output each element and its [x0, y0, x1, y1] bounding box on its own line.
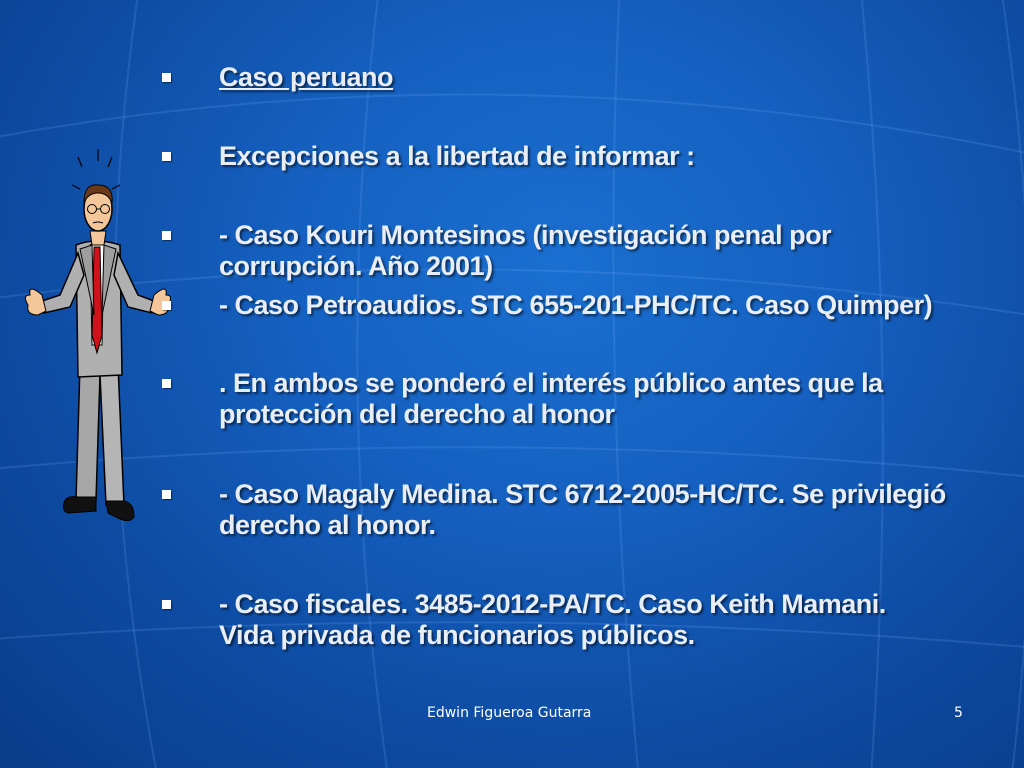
motion-line: [108, 157, 112, 167]
footer-author: Edwin Figueroa Gutarra: [427, 705, 592, 721]
bullet-item: [160, 141, 1000, 172]
square-bullet-icon: [162, 600, 171, 609]
bullet-item: [160, 62, 1000, 93]
bullet-item: [160, 479, 1000, 541]
slide-number: 5: [954, 705, 963, 721]
square-bullet-icon: [162, 152, 171, 161]
bullet-item: [160, 589, 1000, 651]
neck: [90, 231, 106, 245]
bullet-item: [160, 368, 1000, 430]
right-leg: [100, 365, 124, 505]
square-bullet-icon: [162, 231, 171, 240]
square-bullet-icon: [162, 73, 171, 82]
right-shoe: [106, 501, 134, 521]
left-leg: [76, 365, 100, 500]
shrugging-man-illustration: [20, 145, 180, 535]
bullet-item: [160, 290, 1000, 321]
motion-line: [72, 185, 80, 189]
bullet-item: [160, 220, 1000, 282]
bullet-text: - Caso fiscales. 3485-2012-PA/TC. Caso Keith Mamani. Vida privada de funcionarios públicos.: [219, 589, 886, 650]
bullet-text: - Caso Kouri Montesinos (investigación penal por corrupción. Año 2001): [219, 220, 832, 281]
square-bullet-icon: [162, 490, 171, 499]
square-bullet-icon: [162, 301, 171, 310]
left-shoe: [64, 497, 97, 513]
motion-line: [78, 157, 82, 167]
bullet-text: - Caso Petroaudios. STC 655-201-PHC/TC. Caso Quimper): [219, 290, 933, 320]
square-bullet-icon: [162, 379, 171, 388]
bullet-text: . En ambos se ponderó el interés público antes que la protección del derecho al honor: [219, 368, 883, 429]
left-hand: [25, 289, 46, 315]
bullet-text: - Caso Magaly Medina. STC 6712-2005-HC/TC. Se privilegió derecho al honor.: [219, 479, 946, 540]
bullet-text: Excepciones a la libertad de informar :: [219, 141, 695, 171]
motion-line: [112, 185, 120, 189]
section-heading: Caso peruano: [219, 62, 394, 92]
